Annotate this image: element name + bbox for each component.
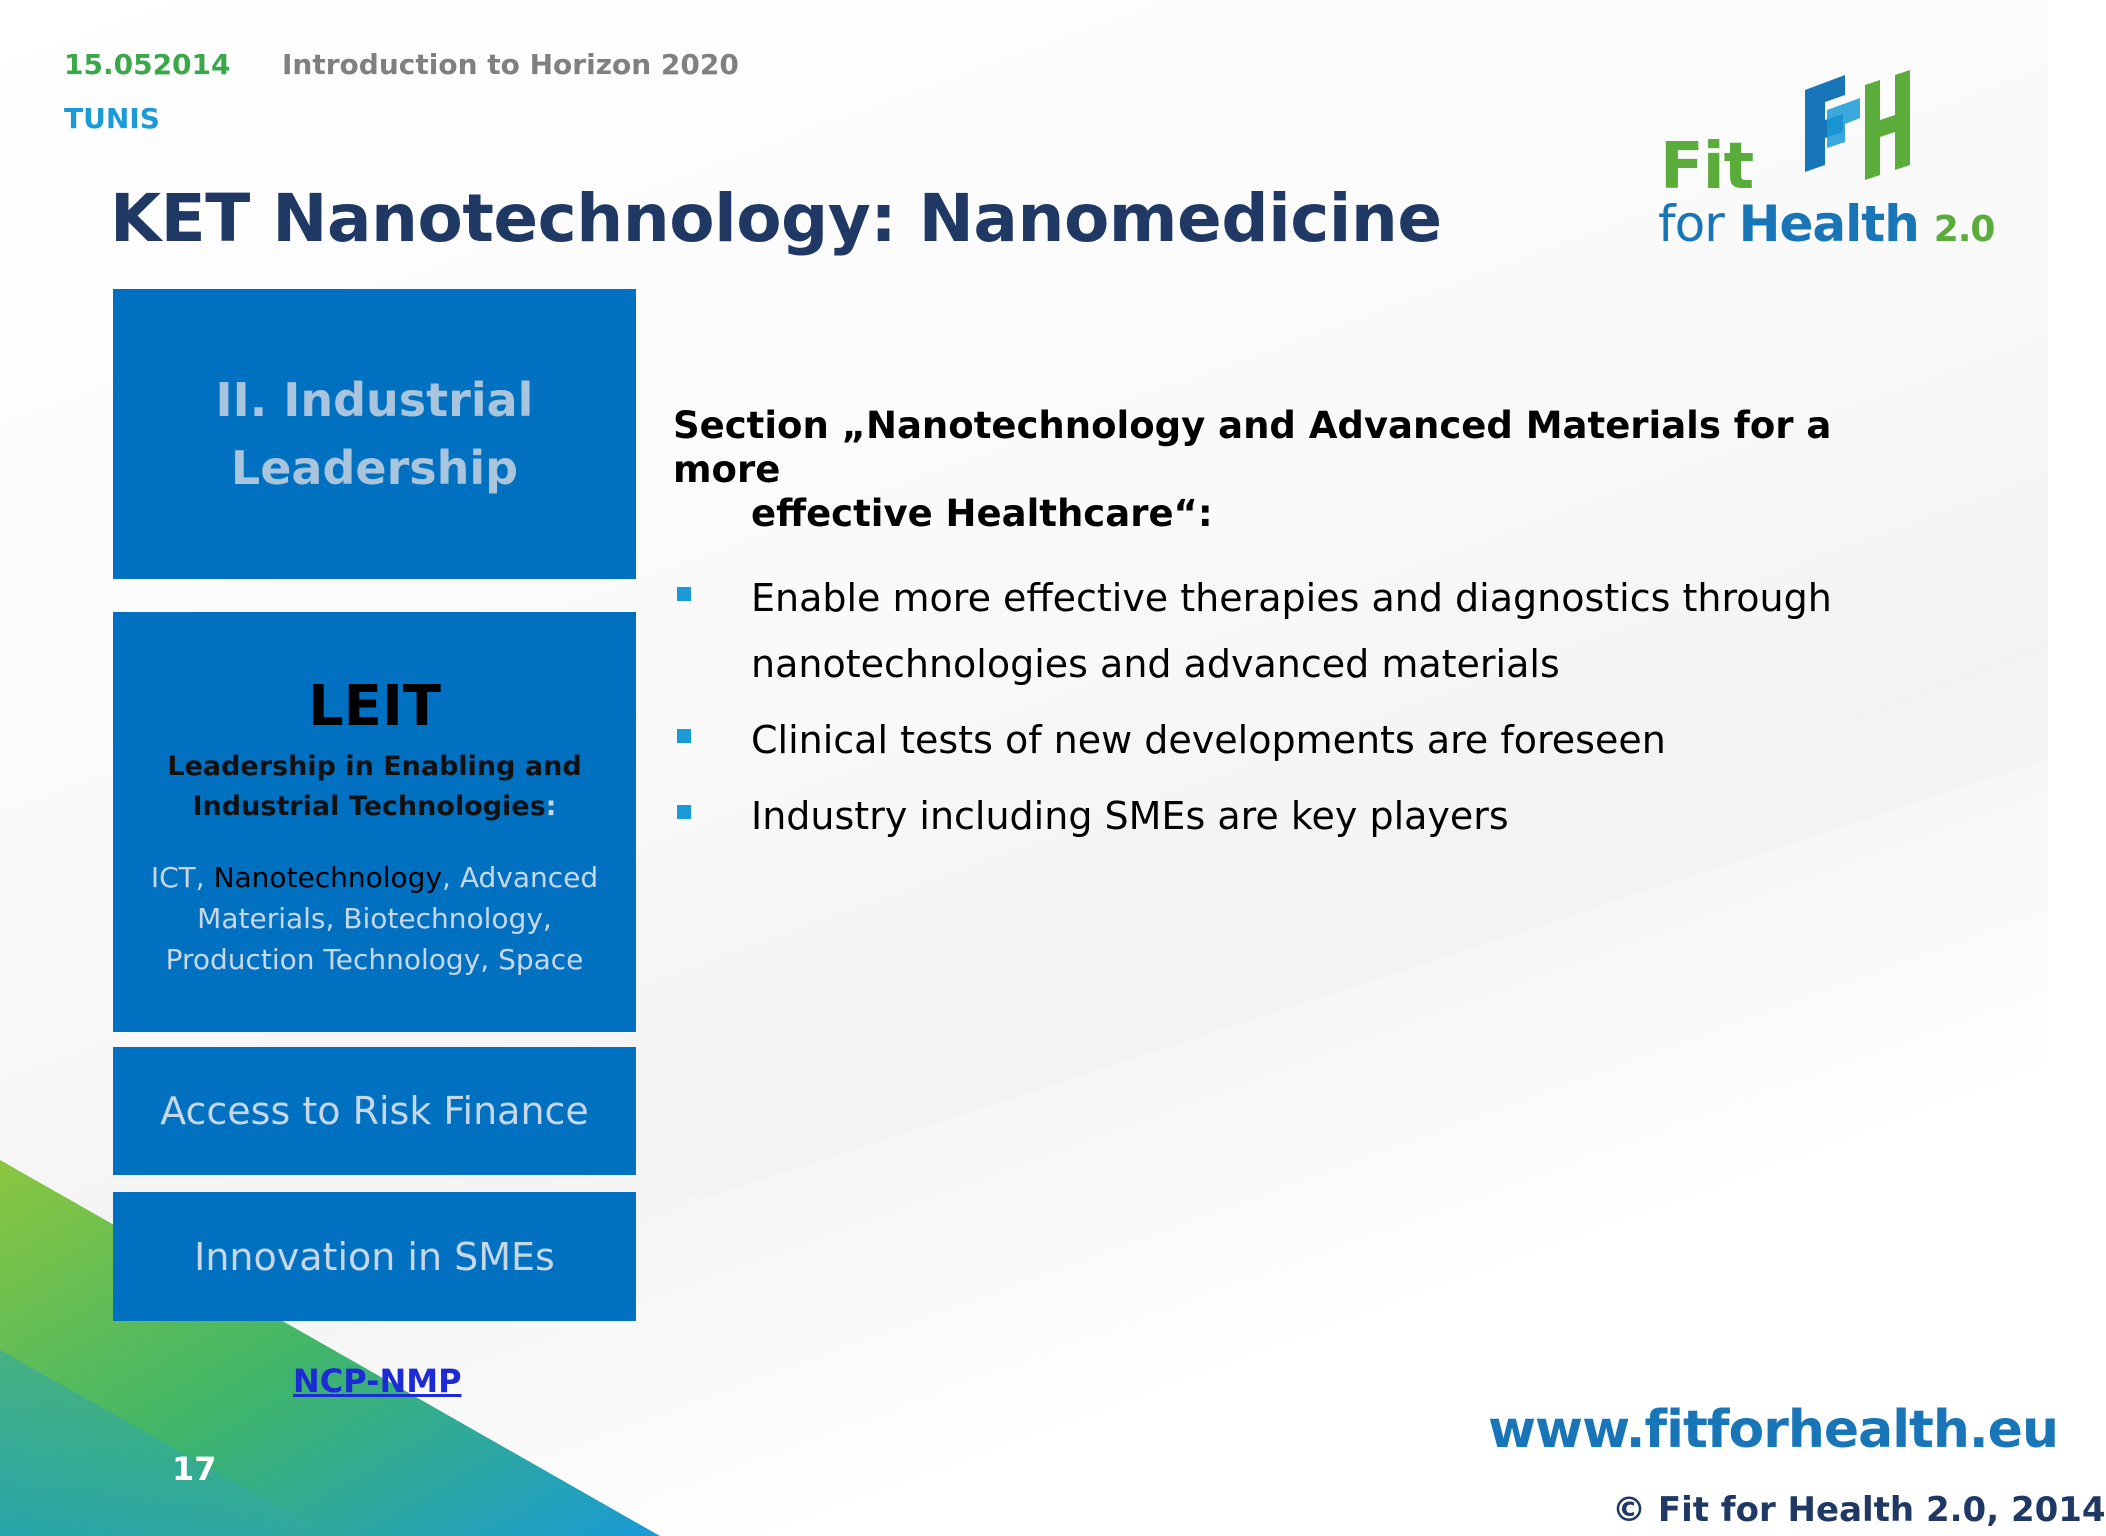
slide-title: KET Nanotechnology: Nanomedicine [110,180,1442,257]
risk-finance-label: Access to Risk Finance [160,1089,589,1133]
copyright-notice: © Fit for Health 2.0, 2014 [1612,1490,2106,1530]
header-date: 15.052014 [64,48,231,81]
fit-for-health-logo [1650,70,1995,260]
industrial-leadership-box [113,289,636,579]
fh-logo-mark-icon [1765,70,1915,180]
industrial-leadership-line1: II. Industrial [215,373,534,427]
leit-subtitle: Leadership in Enabling and Industrial Technologies: [167,750,582,822]
bullet-item: Industry including SMEs are key players [673,783,1933,849]
bullet-square-icon [677,729,691,743]
risk-finance-box [113,1047,636,1175]
leit-title: LEIT [308,673,441,739]
industrial-leadership-line2: Leadership [230,441,519,495]
bullet-list [673,565,1933,859]
bullet-item: Clinical tests of new developments are foreseen [673,707,1933,773]
leit-technology-list: ICT, Nanotechnology, Advanced Materials, Biotechnology, Production Technology, Space [150,860,599,976]
logo-for-health-text: for Health 2.0 [1658,195,1995,253]
bullet-square-icon [677,805,691,819]
leit-box [113,612,636,1032]
header-city: TUNIS [64,102,160,135]
ncp-nmp-link[interactable]: NCP-NMP [293,1362,462,1400]
logo-fit-text: Fit [1660,130,1754,204]
website-url: www.fitforhealth.eu [1488,1400,2058,1460]
bullet-item: Enable more effective therapies and diagnostics through nanotechnologies and advanced materials [673,565,1933,697]
page-number: 17 [172,1450,217,1488]
bullet-square-icon [677,587,691,601]
header-event: Introduction to Horizon 2020 [282,48,739,81]
innovation-smes-label: Innovation in SMEs [194,1234,555,1279]
innovation-smes-box [113,1192,636,1321]
section-heading: Section „Nanotechnology and Advanced Materials for a more effective Healthcare“: [673,404,1832,535]
